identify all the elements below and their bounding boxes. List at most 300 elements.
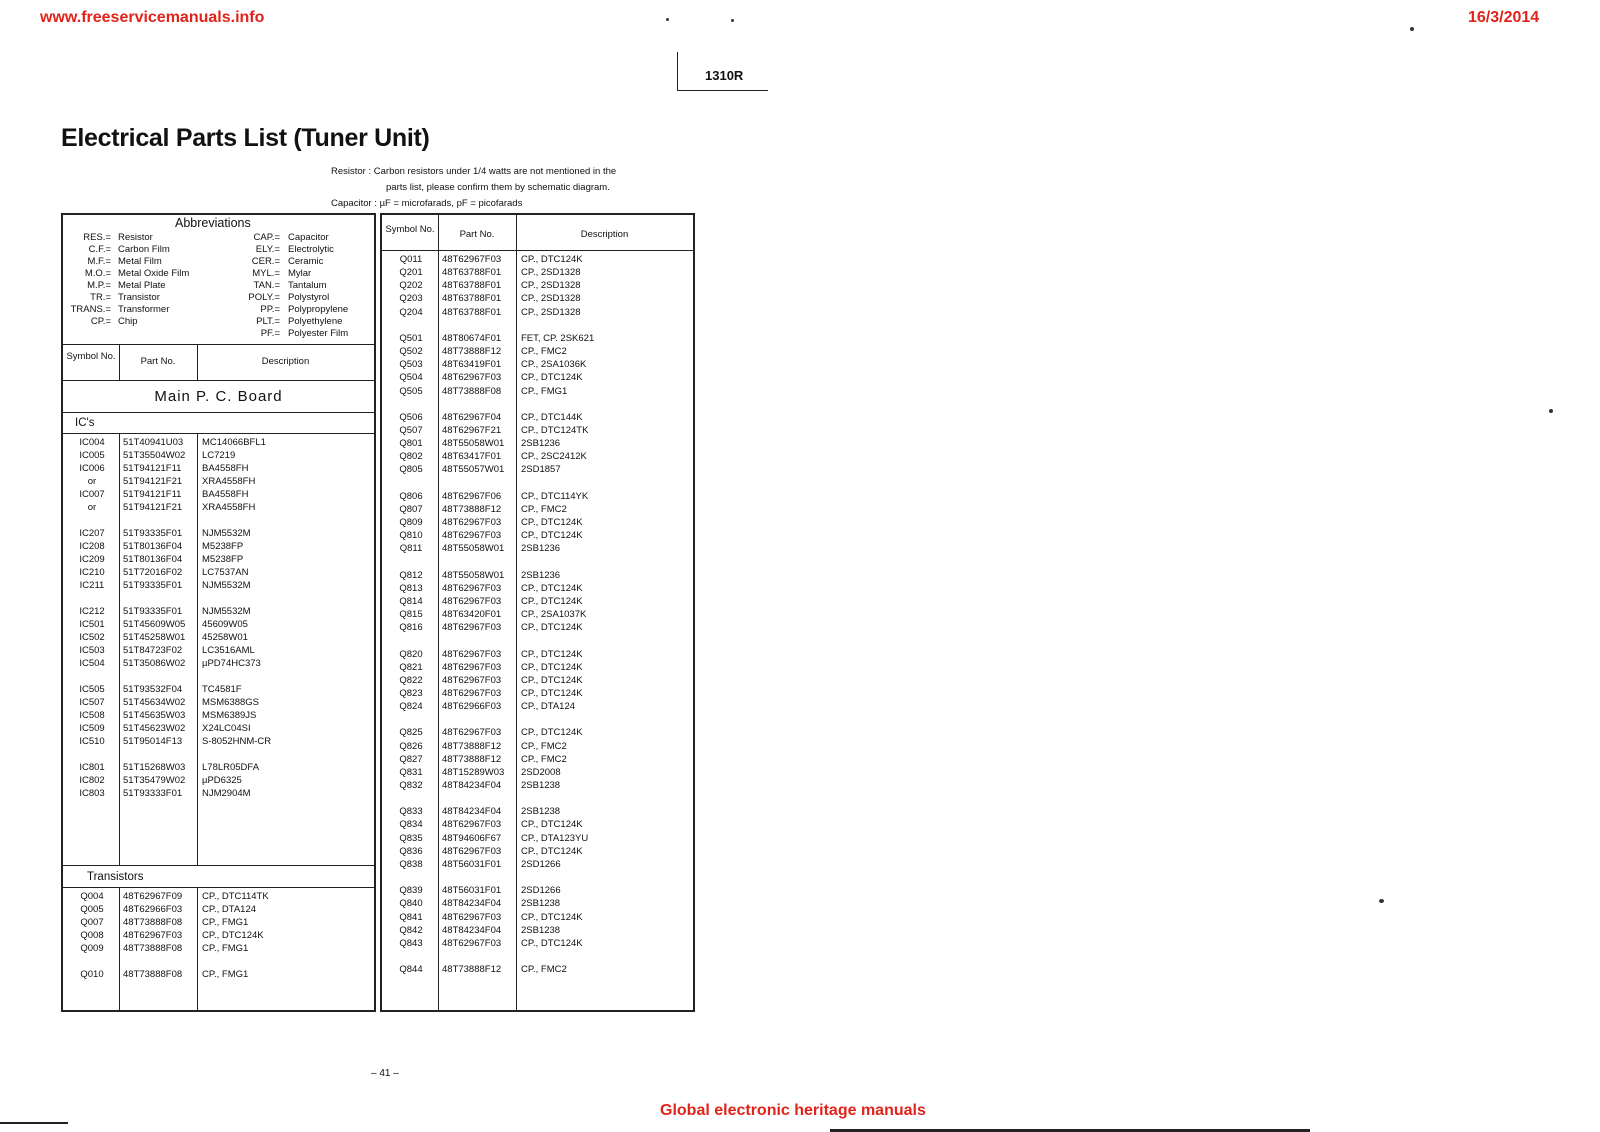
part-number-cell: 51T94121F21 bbox=[123, 502, 183, 513]
part-number-cell: 48T55058W01 bbox=[442, 569, 505, 581]
part-number-cell: 48T62967F09 bbox=[123, 891, 183, 902]
abbreviation-value: Electrolytic bbox=[288, 244, 334, 255]
abbreviation-key: C.F.= bbox=[88, 244, 111, 255]
symbol-cell: IC509 bbox=[79, 723, 105, 734]
symbol-cell: Q802 bbox=[399, 451, 423, 463]
abbreviation-value: Metal Film bbox=[118, 256, 162, 267]
part-number-cell: 48T56031F01 bbox=[442, 858, 502, 870]
symbol-cell: IC209 bbox=[79, 554, 105, 565]
description-cell: CP., DTC124TK bbox=[521, 424, 589, 436]
divider bbox=[438, 215, 439, 1010]
symbol-cell: Q008 bbox=[80, 930, 104, 941]
description-cell: FET, CP. 2SK621 bbox=[521, 332, 595, 344]
symbol-cell: Q009 bbox=[80, 943, 104, 954]
abbreviation-value: Chip bbox=[118, 316, 138, 327]
symbol-cell: Q831 bbox=[399, 766, 423, 778]
transistors-section-heading: Transistors bbox=[87, 871, 144, 883]
abbreviation-key: ELY.= bbox=[255, 244, 280, 255]
symbol-cell: IC504 bbox=[79, 658, 105, 669]
description-cell: CP., DTC124K bbox=[521, 937, 583, 949]
part-number-cell: 48T63788F01 bbox=[442, 267, 502, 279]
part-number-cell: 48T62967F03 bbox=[442, 845, 502, 857]
symbol-cell: Q826 bbox=[399, 740, 423, 752]
symbol-cell: Q005 bbox=[80, 904, 104, 915]
description-cell: µPD6325 bbox=[202, 775, 242, 786]
symbol-cell: Q821 bbox=[399, 661, 423, 673]
description-cell: CP., DTC114YK bbox=[521, 490, 589, 502]
description-cell: CP., DTC124K bbox=[521, 648, 583, 660]
symbol-cell: Q007 bbox=[80, 917, 104, 928]
symbol-cell: IC210 bbox=[79, 567, 105, 578]
description-cell: 2SB1238 bbox=[521, 806, 561, 818]
description-cell: NJM5532M bbox=[202, 528, 251, 539]
divider bbox=[63, 865, 374, 866]
abbreviation-key: PF.= bbox=[260, 328, 280, 339]
part-number-cell: 48T84234F04 bbox=[442, 806, 502, 818]
part-number-cell: 51T45623W02 bbox=[123, 723, 186, 734]
date-stamp: 16/3/2014 bbox=[1468, 9, 1540, 26]
abbreviation-value: Polyester Film bbox=[288, 328, 349, 339]
description-cell: CP., DTC124K bbox=[521, 845, 583, 857]
part-number-cell: 48T63417F01 bbox=[442, 451, 502, 463]
description-column-header: Description bbox=[580, 229, 629, 240]
description-cell: CP., FMC2 bbox=[521, 503, 567, 515]
part-number-cell: 51T45258W01 bbox=[123, 632, 186, 643]
symbol-cell: Q843 bbox=[399, 937, 423, 949]
symbol-cell: Q011 bbox=[399, 254, 423, 265]
abbreviations-heading: Abbreviations bbox=[175, 216, 251, 230]
description-cell: CP., 2SC2412K bbox=[521, 451, 587, 463]
description-cell: CP., DTC124K bbox=[521, 530, 583, 542]
part-number-cell: 51T93532F04 bbox=[123, 684, 183, 695]
part-number-cell: 48T94606F67 bbox=[442, 832, 502, 844]
description-cell: 2SB1236 bbox=[521, 543, 561, 555]
part-number-cell: 48T63788F01 bbox=[442, 280, 502, 292]
part-number-cell: 51T94121F21 bbox=[123, 476, 183, 487]
symbol-cell: Q836 bbox=[399, 845, 423, 857]
description-cell: 2SD1857 bbox=[521, 464, 561, 476]
description-cell: L78LR05DFA bbox=[202, 762, 260, 773]
symbol-cell: IC502 bbox=[79, 632, 105, 643]
description-cell: 45258W01 bbox=[202, 632, 248, 643]
description-cell: CP., 2SD1328 bbox=[521, 306, 581, 318]
symbol-cell: IC503 bbox=[79, 645, 105, 656]
description-cell: CP., DTC124K bbox=[521, 622, 583, 634]
symbol-cell: Q823 bbox=[399, 687, 423, 699]
part-number-cell: 48T73888F12 bbox=[442, 740, 502, 752]
symbol-cell: Q503 bbox=[399, 359, 423, 371]
description-cell: CP., DTC124K bbox=[521, 661, 583, 673]
part-number-cell: 48T63419F01 bbox=[442, 359, 502, 371]
abbreviation-value: Metal Plate bbox=[118, 280, 166, 291]
scan-speck bbox=[1549, 409, 1553, 413]
symbol-cell: IC802 bbox=[79, 775, 105, 786]
symbol-cell: IC207 bbox=[79, 528, 105, 539]
part-number-cell: 51T93335F01 bbox=[123, 606, 183, 617]
symbol-cell: Q004 bbox=[80, 891, 104, 902]
symbol-cell: Q204 bbox=[399, 306, 423, 318]
part-number-cell: 51T40941U03 bbox=[123, 437, 184, 448]
description-cell: CP., DTC124K bbox=[521, 582, 583, 594]
abbreviation-value: Transistor bbox=[118, 292, 160, 303]
abbreviation-value: Resistor bbox=[118, 232, 153, 243]
divider bbox=[197, 433, 198, 865]
divider bbox=[119, 433, 120, 865]
part-number-cell: 48T73888F12 bbox=[442, 503, 502, 515]
part-number-cell: 51T45635W03 bbox=[123, 710, 186, 721]
abbreviation-key: POLY.= bbox=[248, 292, 280, 303]
description-cell: XRA4558FH bbox=[202, 476, 256, 487]
description-cell: MSM6388GS bbox=[202, 697, 260, 708]
part-number-cell: 48T73888F08 bbox=[123, 969, 183, 980]
symbol-cell: Q841 bbox=[399, 911, 423, 923]
part-number-cell: 51T94121F11 bbox=[123, 489, 182, 500]
symbol-cell: Q504 bbox=[399, 372, 423, 384]
part-number-cell: 51T95014F13 bbox=[123, 736, 183, 747]
part-number-cell: 48T73888F08 bbox=[123, 943, 183, 954]
symbol-cell: Q812 bbox=[399, 569, 423, 581]
symbol-cell: Q805 bbox=[399, 464, 423, 476]
description-cell: CP., DTA123YU bbox=[521, 832, 589, 844]
symbol-cell: Q507 bbox=[399, 424, 423, 436]
abbreviation-key: CAP.= bbox=[253, 232, 280, 243]
divider bbox=[197, 887, 198, 1010]
description-cell: CP., FMG1 bbox=[521, 385, 568, 397]
description-cell: S-8052HNM-CR bbox=[202, 736, 272, 747]
description-cell: M5238FP bbox=[202, 541, 244, 552]
part-number-cell: 48T55058W01 bbox=[442, 438, 505, 450]
part-number-cell: 48T62967F03 bbox=[442, 582, 502, 594]
description-cell: CP., DTC124K bbox=[521, 372, 583, 384]
symbol-cell: Q506 bbox=[399, 411, 423, 423]
description-cell: CP., DTC144K bbox=[521, 411, 583, 423]
part-number-cell: 48T84234F04 bbox=[442, 780, 502, 791]
symbol-cell: Q834 bbox=[399, 819, 423, 831]
description-cell: 2SD2008 bbox=[521, 766, 561, 778]
description-cell: CP., DTC124K bbox=[521, 674, 583, 686]
part-number-cell: 48T80674F01 bbox=[442, 332, 502, 344]
symbol-cell: IC007 bbox=[79, 489, 105, 500]
symbol-cell: Q202 bbox=[399, 280, 423, 292]
description-cell: XRA4558FH bbox=[202, 502, 256, 513]
symbol-cell: IC801 bbox=[79, 762, 105, 773]
symbol-cell: IC211 bbox=[79, 580, 105, 591]
symbol-cell: Q810 bbox=[399, 530, 423, 542]
description-cell: 2SB1236 bbox=[521, 438, 561, 450]
symbol-cell: Q840 bbox=[399, 898, 423, 910]
part-number-cell: 51T80136F04 bbox=[123, 554, 183, 565]
part-number-cell: 48T62967F03 bbox=[442, 674, 502, 686]
symbol-cell: IC501 bbox=[79, 619, 105, 630]
divider bbox=[516, 215, 517, 1010]
description-cell: CP., 2SD1328 bbox=[521, 280, 581, 292]
resistor-note-line2: parts list, please confirm them by schematic diagram. bbox=[386, 182, 610, 193]
part-number-cell: 51T15268W03 bbox=[123, 762, 186, 773]
symbol-cell: Q816 bbox=[399, 622, 423, 634]
description-cell: CP., FMG1 bbox=[202, 969, 249, 980]
symbol-cell: Q838 bbox=[399, 858, 423, 870]
part-number-cell: 48T63788F01 bbox=[442, 306, 502, 318]
part-number-cell: 48T62967F03 bbox=[442, 372, 502, 384]
capacitor-note: Capacitor : µF = microfarads, pF = picofarads bbox=[331, 198, 523, 209]
part-number-cell: 51T94121F11 bbox=[123, 463, 182, 474]
divider bbox=[119, 344, 120, 381]
description-cell: CP., DTA124 bbox=[202, 904, 257, 915]
left-parts-table bbox=[61, 213, 376, 1012]
description-cell: 2SB1236 bbox=[521, 569, 561, 581]
page-number: – 41 – bbox=[371, 1068, 399, 1079]
part-number-cell: 48T73888F12 bbox=[442, 753, 502, 765]
symbol-cell: Q809 bbox=[399, 517, 423, 528]
abbreviation-value: Capacitor bbox=[288, 232, 329, 243]
page-title: Electrical Parts List (Tuner Unit) bbox=[61, 124, 430, 152]
symbol-cell: Q833 bbox=[399, 806, 423, 818]
part-number-cell: 51T72016F02 bbox=[123, 567, 183, 578]
part-number-cell: 48T62967F03 bbox=[442, 254, 502, 265]
part-number-cell: 48T84234F04 bbox=[442, 898, 502, 910]
description-cell: CP., DTA124 bbox=[521, 701, 576, 713]
symbol-cell: Q502 bbox=[399, 346, 423, 358]
description-cell: CP., DTC124K bbox=[521, 911, 583, 923]
board-title: Main P. C. Board bbox=[154, 388, 283, 405]
divider bbox=[119, 887, 120, 1010]
part-number-cell: 48T62967F03 bbox=[442, 819, 502, 831]
description-cell: µPD74HC373 bbox=[202, 658, 261, 669]
symbol-cell: IC004 bbox=[79, 437, 105, 448]
description-cell: 2SD1266 bbox=[521, 885, 561, 897]
description-cell: CP., DTC124K bbox=[521, 819, 583, 831]
divider bbox=[63, 433, 374, 434]
scan-speck bbox=[666, 18, 669, 21]
model-number: 1310R bbox=[705, 68, 744, 83]
part-number-cell: 48T62967F04 bbox=[442, 411, 502, 423]
part-column-header: Part No. bbox=[459, 229, 495, 240]
footer-brand: Global electronic heritage manuals bbox=[660, 1102, 926, 1119]
part-number-cell: 48T63788F01 bbox=[442, 293, 502, 305]
description-cell: CP., FMG1 bbox=[202, 943, 249, 954]
part-number-cell: 48T62967F03 bbox=[123, 930, 183, 941]
abbreviation-key: M.O.= bbox=[84, 268, 111, 279]
part-number-cell: 48T73888F12 bbox=[442, 346, 502, 358]
abbreviation-value: Transformer bbox=[118, 304, 170, 315]
part-number-cell: 48T62967F03 bbox=[442, 595, 502, 607]
symbol-cell: Q807 bbox=[399, 503, 423, 515]
description-cell: TC4581F bbox=[202, 684, 242, 695]
description-cell: 2SB1238 bbox=[521, 898, 561, 910]
ics-section-heading: IC's bbox=[75, 417, 95, 429]
description-cell: CP., FMG1 bbox=[202, 917, 249, 928]
abbreviation-value: Carbon Film bbox=[118, 244, 170, 255]
symbol-cell: IC803 bbox=[79, 788, 105, 799]
abbreviation-value: Polystyrol bbox=[288, 292, 330, 303]
abbreviation-key: PLT.= bbox=[256, 316, 280, 327]
symbol-cell: Q501 bbox=[399, 332, 423, 344]
description-cell: CP., DTC124K bbox=[521, 517, 583, 528]
description-cell: CP., 2SD1328 bbox=[521, 267, 581, 279]
site-url: www.freeservicemanuals.info bbox=[40, 9, 265, 26]
symbol-cell: Q201 bbox=[399, 267, 423, 279]
part-number-cell: 48T62967F03 bbox=[442, 911, 502, 923]
abbreviation-key: RES.= bbox=[83, 232, 111, 243]
symbol-cell: Q844 bbox=[399, 964, 423, 976]
abbreviation-value: Mylar bbox=[288, 268, 312, 279]
symbol-cell: Q825 bbox=[399, 727, 423, 739]
description-cell: X24LC04SI bbox=[202, 723, 251, 734]
description-cell: CP., DTC124K bbox=[521, 727, 583, 739]
part-number-cell: 51T93335F01 bbox=[123, 580, 183, 591]
part-number-cell: 48T62967F03 bbox=[442, 622, 502, 634]
part-number-cell: 48T55057W01 bbox=[442, 464, 505, 476]
symbol-cell: Q832 bbox=[399, 780, 423, 791]
symbol-cell: Q505 bbox=[399, 385, 423, 397]
abbreviation-key: PP.= bbox=[260, 304, 280, 315]
description-cell: CP., DTC124K bbox=[202, 930, 264, 941]
description-cell: 2SB1238 bbox=[521, 780, 561, 791]
description-cell: BA4558FH bbox=[202, 463, 249, 474]
part-number-cell: 48T62966F03 bbox=[442, 701, 502, 713]
part-number-cell: 51T35479W02 bbox=[123, 775, 186, 786]
description-cell: 2SB1238 bbox=[521, 924, 561, 936]
symbol-cell: Q801 bbox=[399, 438, 423, 450]
symbol-cell: or bbox=[87, 502, 97, 513]
part-column-header: Part No. bbox=[140, 356, 176, 367]
abbreviation-key: TAN.= bbox=[253, 280, 280, 291]
resistor-note-line1: Resistor : Carbon resistors under 1/4 watts are not mentioned in the bbox=[331, 166, 617, 177]
part-number-cell: 51T93335F01 bbox=[123, 528, 183, 539]
scan-speck bbox=[731, 19, 734, 22]
symbol-cell: Q839 bbox=[399, 885, 423, 897]
symbol-cell: IC005 bbox=[79, 450, 105, 461]
description-cell: 45609W05 bbox=[202, 619, 248, 630]
right-parts-table bbox=[380, 213, 695, 1012]
abbreviation-value: Polyethylene bbox=[288, 316, 343, 327]
symbol-cell: IC006 bbox=[79, 463, 105, 474]
description-cell: MC14066BFL1 bbox=[202, 437, 266, 448]
symbol-cell: Q806 bbox=[399, 490, 423, 502]
description-cell: LC7219 bbox=[202, 450, 236, 461]
description-cell: NJM5532M bbox=[202, 606, 251, 617]
description-cell: CP., DTC124K bbox=[521, 254, 583, 265]
part-number-cell: 48T63420F01 bbox=[442, 609, 502, 621]
symbol-cell: Q813 bbox=[399, 582, 423, 594]
symbol-cell: Q811 bbox=[399, 543, 423, 555]
description-cell: CP., FMC2 bbox=[521, 740, 567, 752]
part-number-cell: 48T62967F03 bbox=[442, 661, 502, 673]
symbol-column-header: Symbol No. bbox=[66, 351, 116, 362]
abbreviation-key: CER.= bbox=[251, 256, 280, 267]
part-number-cell: 48T62967F03 bbox=[442, 517, 502, 528]
divider bbox=[63, 380, 374, 381]
description-cell: CP., 2SD1328 bbox=[521, 293, 581, 305]
description-cell: CP., 2SA1037K bbox=[521, 609, 587, 621]
part-number-cell: 48T56031F01 bbox=[442, 885, 502, 897]
description-cell: NJM2904M bbox=[202, 788, 251, 799]
part-number-cell: 48T62967F03 bbox=[442, 530, 502, 542]
abbreviation-value: Polypropylene bbox=[288, 304, 349, 315]
description-cell: CP., 2SA1036K bbox=[521, 359, 587, 371]
abbreviation-value: Tantalum bbox=[288, 280, 327, 291]
abbreviation-value: Metal Oxide Film bbox=[118, 268, 190, 279]
part-number-cell: 48T62967F03 bbox=[442, 687, 502, 699]
part-number-cell: 48T73888F08 bbox=[123, 917, 183, 928]
description-cell: CP., DTC124K bbox=[521, 595, 583, 607]
symbol-cell: IC508 bbox=[79, 710, 105, 721]
part-number-cell: 48T84234F04 bbox=[442, 924, 502, 936]
part-number-cell: 48T62967F03 bbox=[442, 937, 502, 949]
divider bbox=[382, 250, 693, 251]
description-cell: CP., DTC114TK bbox=[202, 891, 269, 902]
description-cell: CP., DTC124K bbox=[521, 687, 583, 699]
description-cell: MSM6389JS bbox=[202, 710, 257, 721]
part-number-cell: 48T73888F12 bbox=[442, 964, 502, 976]
symbol-cell: IC510 bbox=[79, 736, 105, 747]
part-number-cell: 51T45609W05 bbox=[123, 619, 186, 630]
symbol-cell: IC507 bbox=[79, 697, 105, 708]
symbol-cell: IC208 bbox=[79, 541, 105, 552]
symbol-cell: Q835 bbox=[399, 832, 423, 844]
part-number-cell: 51T35504W02 bbox=[123, 450, 186, 461]
abbreviation-key: MYL.= bbox=[252, 268, 280, 279]
scan-speck bbox=[1379, 899, 1384, 903]
symbol-cell: Q827 bbox=[399, 753, 423, 765]
part-number-cell: 48T62967F21 bbox=[442, 424, 502, 436]
description-cell: BA4558FH bbox=[202, 489, 249, 500]
divider bbox=[63, 344, 374, 345]
divider bbox=[63, 887, 374, 888]
symbol-cell: IC505 bbox=[79, 684, 105, 695]
description-cell: CP., FMC2 bbox=[521, 753, 567, 765]
symbol-cell: Q203 bbox=[399, 293, 423, 305]
part-number-cell: 48T15289W03 bbox=[442, 766, 505, 778]
symbol-column-header: Symbol No. bbox=[385, 224, 435, 235]
part-number-cell: 51T93333F01 bbox=[123, 788, 183, 799]
abbreviation-key: TR.= bbox=[90, 292, 111, 303]
part-number-cell: 48T73888F08 bbox=[442, 385, 502, 397]
part-number-cell: 48T62967F03 bbox=[442, 727, 502, 739]
symbol-cell: Q815 bbox=[399, 609, 423, 621]
description-cell: NJM5532M bbox=[202, 580, 251, 591]
symbol-cell: Q820 bbox=[399, 648, 423, 660]
part-number-cell: 51T35086W02 bbox=[123, 658, 186, 669]
part-number-cell: 48T62967F06 bbox=[442, 490, 502, 502]
divider bbox=[63, 412, 374, 413]
symbol-cell: Q822 bbox=[399, 674, 423, 686]
part-number-cell: 51T45634W02 bbox=[123, 697, 186, 708]
symbol-cell: Q010 bbox=[80, 969, 104, 980]
description-cell: M5238FP bbox=[202, 554, 244, 565]
description-cell: LC7537AN bbox=[202, 567, 249, 578]
symbol-cell: IC212 bbox=[79, 606, 105, 617]
description-cell: LC3516AML bbox=[202, 645, 255, 656]
description-cell: 2SD1266 bbox=[521, 858, 561, 870]
abbreviation-key: TRANS.= bbox=[70, 304, 111, 315]
symbol-cell: or bbox=[87, 476, 97, 487]
abbreviation-key: M.F.= bbox=[87, 256, 111, 267]
part-number-cell: 48T62967F03 bbox=[442, 648, 502, 660]
description-cell: CP., FMC2 bbox=[521, 964, 567, 976]
description-cell: CP., FMC2 bbox=[521, 346, 567, 358]
part-number-cell: 48T62966F03 bbox=[123, 904, 183, 915]
description-column-header: Description bbox=[261, 356, 310, 367]
abbreviation-key: CP.= bbox=[90, 316, 111, 327]
scan-speck bbox=[1410, 27, 1414, 31]
symbol-cell: Q814 bbox=[399, 595, 423, 607]
part-number-cell: 51T80136F04 bbox=[123, 541, 183, 552]
part-number-cell: 48T55058W01 bbox=[442, 543, 505, 555]
abbreviation-key: M.P.= bbox=[87, 280, 111, 291]
symbol-cell: Q824 bbox=[399, 701, 423, 713]
part-number-cell: 51T84723F02 bbox=[123, 645, 183, 656]
